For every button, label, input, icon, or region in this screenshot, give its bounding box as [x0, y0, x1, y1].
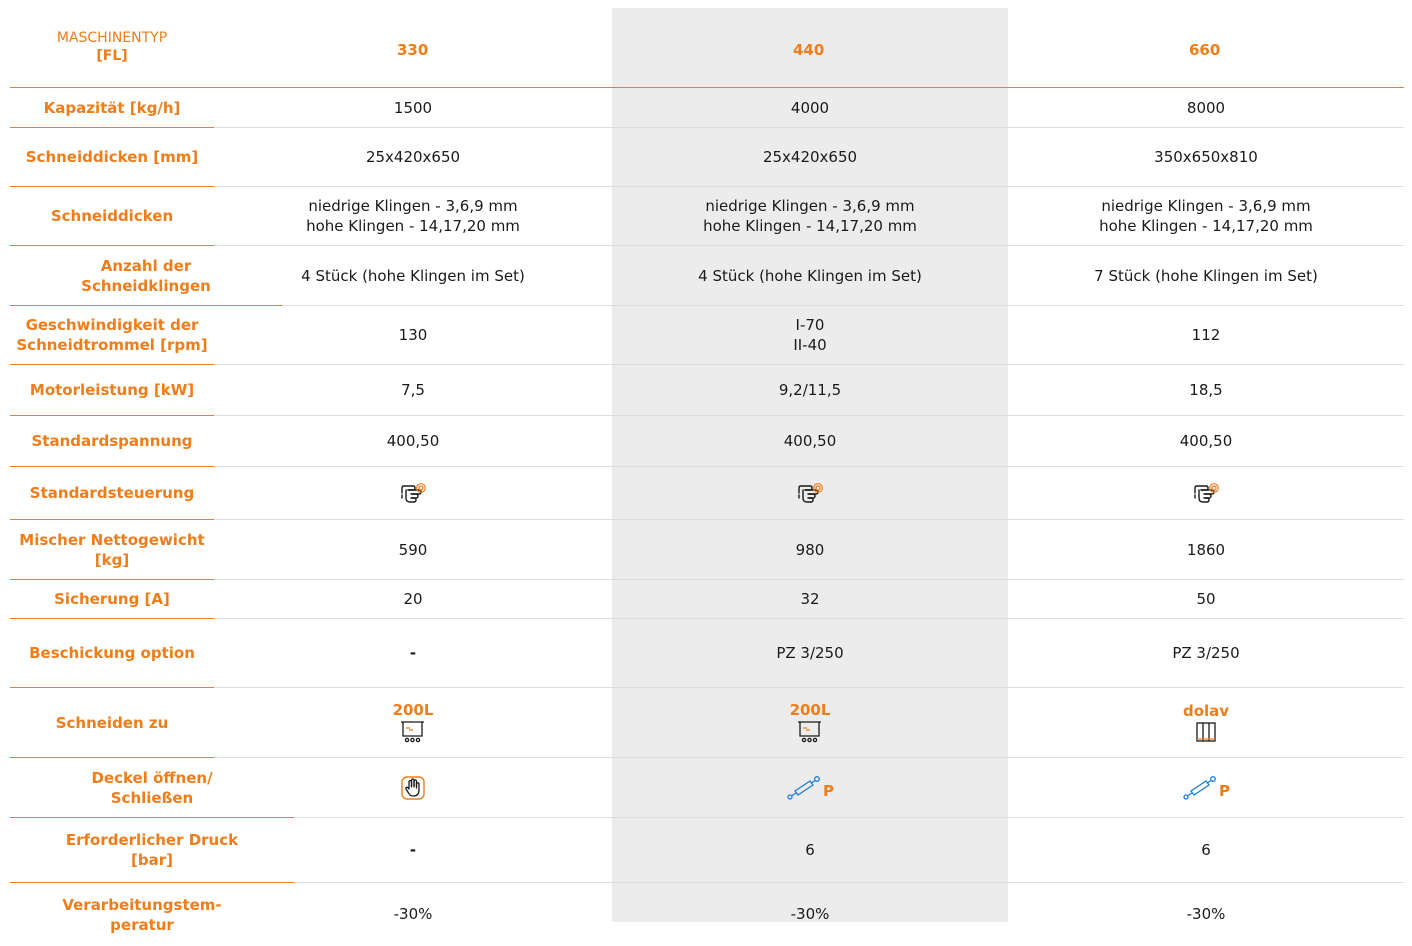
row-processing-temperature: [10, 883, 1404, 945]
row-blade-count: [10, 246, 1404, 306]
cell: 25x420x650: [365, 148, 461, 166]
cell: niedrige Klingen - 3,6,9 mm hohe Klingen - 14,17,20 mm: [1099, 197, 1313, 235]
cell: 400,50: [1179, 432, 1233, 450]
cell: 7,5: [401, 381, 425, 399]
pneumatic-cylinder-icon: [1182, 775, 1218, 801]
cell: -30%: [393, 905, 433, 923]
cell: [214, 758, 612, 817]
cell: 50: [1196, 590, 1216, 608]
row-cut-thickness: [10, 187, 1404, 246]
cell: 8000: [1186, 98, 1226, 117]
cell: 980: [795, 540, 825, 559]
cell: 350x650x810: [1154, 148, 1258, 166]
cell: [1008, 467, 1404, 519]
row-label: Erforderlicher Druck [bar]: [10, 818, 294, 883]
cell: -30%: [1186, 905, 1226, 923]
cell: 25x420x650: [762, 148, 858, 166]
row-label: Verarbeitungstem-peratur: [62, 895, 222, 934]
col-header-330: 330: [397, 41, 429, 59]
cell: niedrige Klingen - 3,6,9 mm hohe Klingen - 14,17,20 mm: [306, 197, 520, 235]
row-label: Motorleistung [kW]: [10, 365, 214, 416]
cell: 6: [1201, 841, 1211, 859]
cell: 112: [1191, 326, 1221, 344]
row-required-pressure: [10, 818, 1404, 883]
row-standard-control: [10, 467, 1404, 520]
row-motor-power: [10, 365, 1404, 416]
row-label: Anzahl der Schneidklingen: [10, 246, 282, 306]
row-cut-into: [10, 688, 1404, 758]
row-label: Kapazität [kg/h]: [10, 88, 214, 128]
row-voltage: [10, 416, 1404, 467]
col-header-440: 440: [793, 41, 825, 59]
cell: -30%: [790, 905, 830, 923]
row-cut-thickness-mm: [10, 128, 1404, 187]
cell: P: [612, 758, 1008, 817]
cell: -: [409, 841, 417, 859]
bin-200l-icon: [797, 719, 823, 745]
row-drum-speed: [10, 306, 1404, 365]
cell: 1860: [1186, 540, 1226, 559]
row-feeding-option: [10, 619, 1404, 688]
cell: 590: [398, 540, 428, 559]
cell: 1500: [393, 98, 433, 117]
touch-control-icon: [399, 481, 427, 505]
cell: 200L: [214, 688, 612, 757]
cell: -: [409, 644, 417, 662]
touch-control-icon: [796, 481, 824, 505]
row-label: Schneiddicken [mm]: [10, 128, 214, 187]
dolav-container-icon: [1194, 720, 1218, 744]
cell: 200L: [612, 688, 1008, 757]
cell: 32: [800, 590, 820, 608]
cell: 130: [398, 326, 428, 344]
touch-control-icon: [1192, 481, 1220, 505]
cell: 7 Stück (hohe Klingen im Set): [1094, 266, 1318, 285]
cell: 6: [805, 841, 815, 859]
row-label: Schneiddicken: [10, 187, 214, 246]
row-label: Geschwindigkeit der Schneidtrommel [rpm]: [10, 306, 214, 365]
cell: 20: [403, 590, 423, 608]
row-label: Standardsteuerung: [10, 467, 214, 520]
row-lid-open-close: [10, 758, 1404, 818]
row-label: Mischer Nettogewicht [kg]: [10, 520, 214, 580]
cell: 4 Stück (hohe Klingen im Set): [698, 266, 922, 285]
cell: 4 Stück (hohe Klingen im Set): [301, 266, 525, 285]
bin-200l-icon: [400, 719, 426, 745]
cell: 4000: [790, 98, 830, 117]
row-label: Schneiden zu: [10, 688, 214, 758]
hand-manual-icon: [400, 775, 426, 801]
cell: [214, 467, 612, 519]
row-label: Standardspannung: [10, 416, 214, 467]
row-label: Beschickung option: [10, 619, 214, 688]
row-capacity: [10, 88, 1404, 128]
cell: 18,5: [1189, 381, 1223, 399]
cell: PZ 3/250: [776, 644, 844, 662]
col-header-660: 660: [1189, 41, 1221, 59]
row-label: Sicherung [A]: [10, 580, 214, 619]
cell: [612, 467, 1008, 519]
cell: 400,50: [783, 432, 837, 450]
table-header: [10, 8, 1404, 88]
row-label: Deckel öffnen/ Schließen: [10, 758, 294, 818]
cell: 400,50: [386, 432, 440, 450]
cell: PZ 3/250: [1172, 644, 1240, 662]
cell: dolav: [1008, 688, 1404, 757]
cell: niedrige Klingen - 3,6,9 mm hohe Klingen - 14,17,20 mm: [703, 197, 917, 235]
machine-type-label: MASCHINENTYP [FL]: [56, 30, 168, 64]
cell: P: [1008, 758, 1404, 817]
cell: 9,2/11,5: [778, 381, 842, 399]
cell: I-70 II-40: [793, 316, 827, 354]
row-fuse: [10, 580, 1404, 619]
row-net-weight: [10, 520, 1404, 580]
specs-table: [10, 8, 1404, 945]
pneumatic-cylinder-icon: [786, 775, 822, 801]
